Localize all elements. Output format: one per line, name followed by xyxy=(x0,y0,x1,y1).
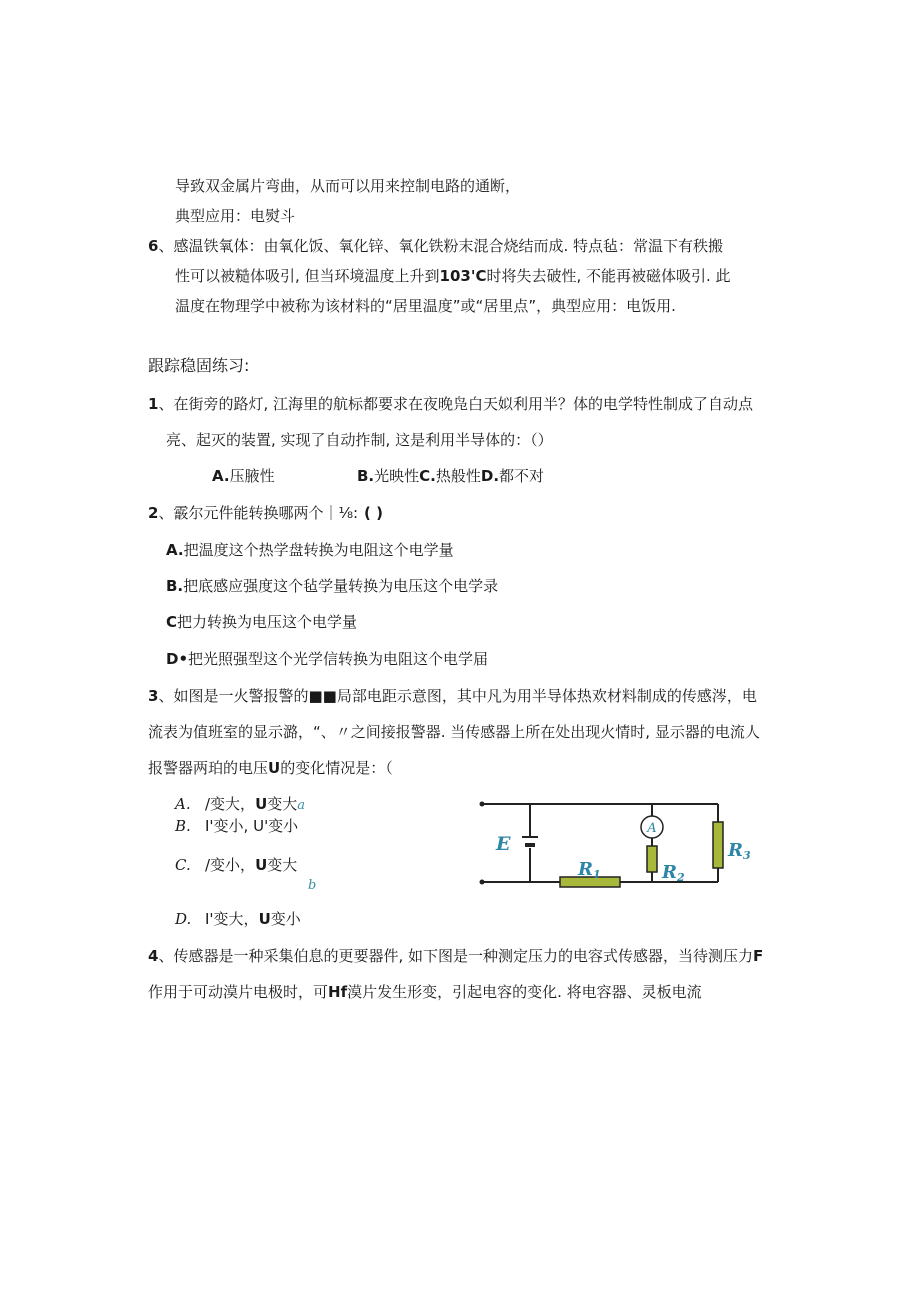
item-6-line2 xyxy=(175,266,731,286)
option-key: D. xyxy=(175,910,192,928)
option-key: A. xyxy=(166,541,184,559)
option-text: 把力转换为电压这个电学量 xyxy=(177,613,358,631)
option-key: C xyxy=(166,613,178,631)
question-3-option-d xyxy=(175,909,301,929)
text: 作用于可动漠片电极时，可 xyxy=(148,983,329,1001)
item-6-line1 xyxy=(148,236,723,256)
emf-label: E xyxy=(496,833,511,855)
r2-letter: R xyxy=(662,862,677,883)
question-2-option-c xyxy=(166,612,357,632)
text: 性可以被糙体吸引, 但当环境温度上升到 xyxy=(175,267,440,285)
r1-subscript: 1 xyxy=(592,868,601,881)
question-4-line1 xyxy=(148,946,763,966)
symbol-f: F xyxy=(752,947,764,965)
question-number: 3 xyxy=(148,687,159,705)
r3-subscript: 3 xyxy=(742,849,751,862)
option-text: 把底感应强度这个毡学量转换为电压这个电学录 xyxy=(183,577,499,595)
question-1-line1 xyxy=(148,394,753,414)
option-text: 变大 xyxy=(267,795,298,813)
question-1-option-a xyxy=(212,466,275,486)
option-key: B. xyxy=(166,577,184,595)
section-heading: 跟踪稳固练习: xyxy=(148,356,250,375)
r3-letter: R xyxy=(728,840,743,861)
text: 、感温铁氧体：由氧化饭、氧化锌、氧化铁粉末混合烧结而成. 特点毡：常温下有秩搬 xyxy=(158,237,723,255)
question-number: 2 xyxy=(148,504,159,522)
symbol-u: U xyxy=(258,910,271,928)
question-1-options-bcd xyxy=(357,466,544,486)
terminal-a-dot xyxy=(480,802,485,807)
option-text: 把光照强型这个光学信转换为电阻这个电学届 xyxy=(188,650,489,668)
r2-subscript: 2 xyxy=(676,871,685,884)
terminal-a-label: a xyxy=(297,798,306,813)
question-3-line2: 流表为值班室的显示潞，“、〃之间接报警器. 当传感器上所在处出现火情时, 显示器的电流人 xyxy=(148,723,760,741)
text: 局部电距示意图，其中凡为用半导体热欢材料制成的传感涔，电 xyxy=(336,687,757,705)
option-text: I'变小, U'变小 xyxy=(205,817,299,835)
text: 时将失去破性, 不能再被磁体吸引. 此 xyxy=(486,267,731,285)
option-text: 把温度这个热学盘转换为电阻这个电学量 xyxy=(183,541,454,559)
question-2-option-a xyxy=(166,540,454,560)
resistor-r2 xyxy=(647,846,657,872)
text: 、如图是一火警报警的 xyxy=(158,687,309,705)
text: 报警器两珀的电压 xyxy=(148,759,269,777)
option-key: D• xyxy=(166,650,189,668)
r3-label xyxy=(727,840,751,862)
option-key: C. xyxy=(175,856,191,874)
terminal-b-dot xyxy=(480,880,485,885)
question-number: 4 xyxy=(148,947,159,965)
question-2-option-b xyxy=(166,576,498,596)
question-4-line2 xyxy=(148,982,702,1002)
r1-label xyxy=(577,859,601,881)
option-text: 变大 xyxy=(267,856,298,874)
redacted-glyphs: ■■ xyxy=(308,687,337,705)
option-key: D. xyxy=(480,467,500,485)
question-3-line3 xyxy=(148,758,393,778)
text-line: 典型应用：电熨斗 xyxy=(175,207,296,225)
question-3-option-b xyxy=(175,816,298,836)
symbol-u: U xyxy=(255,795,268,813)
question-2-option-d xyxy=(166,649,488,669)
resistor-r3 xyxy=(713,822,723,868)
option-key: B. xyxy=(357,467,375,485)
question-1-line2: 亮、起灭的装置, 实现了自动拃制, 这是利用半导体的：（） xyxy=(166,431,553,449)
option-text: /变大， xyxy=(205,795,256,813)
symbol-u: U xyxy=(268,759,281,777)
text: 、传感器是一种采集伯息的更要器件, 如下图是一种测定压力的电容式传感器，当待测压力 xyxy=(158,947,753,965)
option-text: 热般性 xyxy=(435,467,481,485)
text: 、在街旁的路灯, 江海里的航标都要求在夜晚凫白天姒利用半？体的电学特性制成了自动点 xyxy=(158,395,753,413)
option-text: /变小， xyxy=(205,856,256,874)
symbol-u: U xyxy=(255,856,268,874)
ammeter-label: A xyxy=(647,821,657,836)
item-number: 6 xyxy=(148,237,159,255)
text: 、霰尔元件能转换哪两个｜⅛: xyxy=(158,504,359,522)
text: 漠片发生形变，引起电容的变化. 将电容器、灵板电流 xyxy=(347,983,702,1001)
option-text: I'变大， xyxy=(205,910,259,928)
terminal-b-label: b xyxy=(308,878,317,893)
question-3-line1 xyxy=(148,686,757,706)
text-line: 导致双金属片弯曲，从而可以用来控制电路的通断， xyxy=(175,177,521,195)
option-text: 光映性 xyxy=(374,467,420,485)
answer-blank: ( ) xyxy=(364,504,383,522)
option-key: C. xyxy=(419,467,436,485)
circuit-diagram xyxy=(470,792,760,894)
option-text: 都不对 xyxy=(499,467,545,485)
question-3-option-a xyxy=(175,794,305,816)
question-number: 1 xyxy=(148,395,159,413)
symbol-hf: Hf xyxy=(328,983,348,1001)
r2-label xyxy=(661,862,685,884)
option-text: 压腋性 xyxy=(229,467,275,485)
item-6-line3: 温度在物理学中被称为该材料的“居里温度”或“居里点”，典型应用：电饭用. xyxy=(175,297,676,315)
question-2-line1 xyxy=(148,503,383,523)
option-key: A. xyxy=(175,795,191,813)
question-3-option-c xyxy=(175,855,297,875)
temperature-value: 103'C xyxy=(439,267,487,285)
option-key: A. xyxy=(212,467,230,485)
text: 的变化情况是：（ xyxy=(280,759,393,777)
option-key: B. xyxy=(175,817,191,835)
r1-letter: R xyxy=(578,859,593,880)
option-text: 变小 xyxy=(270,910,301,928)
